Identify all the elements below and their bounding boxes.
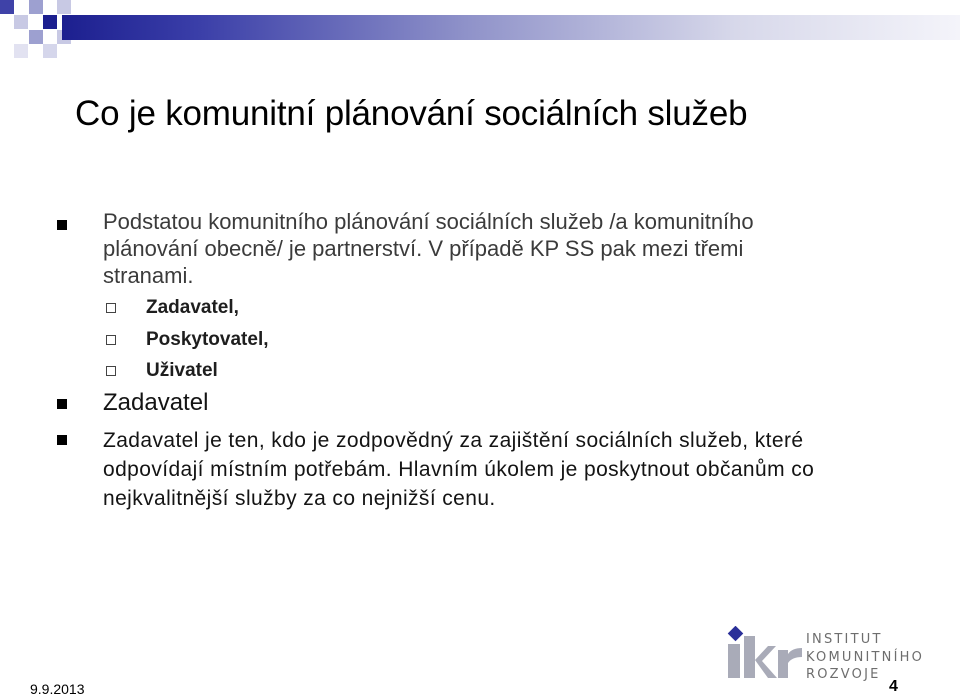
header-square <box>14 15 28 29</box>
paragraph-partnership <box>103 208 754 289</box>
logo-text-line: KOMUNITNÍHO <box>806 650 925 665</box>
text-line: Podstatou komunitního plánování sociálních služeb /a komunitního <box>103 209 754 234</box>
logo-text-line: INSTITUT <box>806 632 883 647</box>
sub-item-zadavatel: Zadavatel, <box>146 297 239 318</box>
header-decoration <box>0 0 960 60</box>
section-heading-zadavatel: Zadavatel <box>103 389 209 416</box>
sub-bullet-square <box>106 303 116 313</box>
header-square <box>29 30 43 44</box>
text-line: nejkvalitnější služby za co nejnižší cenu. <box>103 487 496 510</box>
sub-item-poskytovatel: Poskytovatel, <box>146 329 269 350</box>
bullet-square <box>57 435 67 445</box>
header-square <box>43 44 57 58</box>
header-square <box>29 0 43 14</box>
header-gradient-bar <box>62 15 960 40</box>
header-square <box>0 0 14 14</box>
text-line: odpovídají místním potřebám. Hlavním úkolem je poskytnout občanům co <box>103 458 815 481</box>
sub-item-uzivatel: Uživatel <box>146 360 218 381</box>
bullet-square <box>57 399 67 409</box>
paragraph-zadavatel-definition <box>103 426 814 513</box>
header-square <box>57 0 71 14</box>
page-number: 4 <box>889 678 898 695</box>
sub-bullet-square <box>106 366 116 376</box>
ikr-logo <box>726 624 926 684</box>
text-line: Zadavatel je ten, kdo je zodpovědný za zajištění sociálních služeb, které <box>103 429 804 452</box>
sub-bullet-square <box>106 335 116 345</box>
page-title: Co je komunitní plánování sociálních služeb <box>75 94 748 133</box>
text-line: plánování obecně/ je partnerství. V případě KP SS pak mezi třemi <box>103 236 744 261</box>
footer-date: 9.9.2013 <box>30 681 85 697</box>
text-line: stranami. <box>103 263 194 288</box>
header-square <box>43 15 57 29</box>
bullet-square <box>57 220 67 230</box>
ikr-logo-mark <box>726 626 806 682</box>
header-square <box>14 44 28 58</box>
logo-text-line: ROZVOJE <box>806 667 881 682</box>
